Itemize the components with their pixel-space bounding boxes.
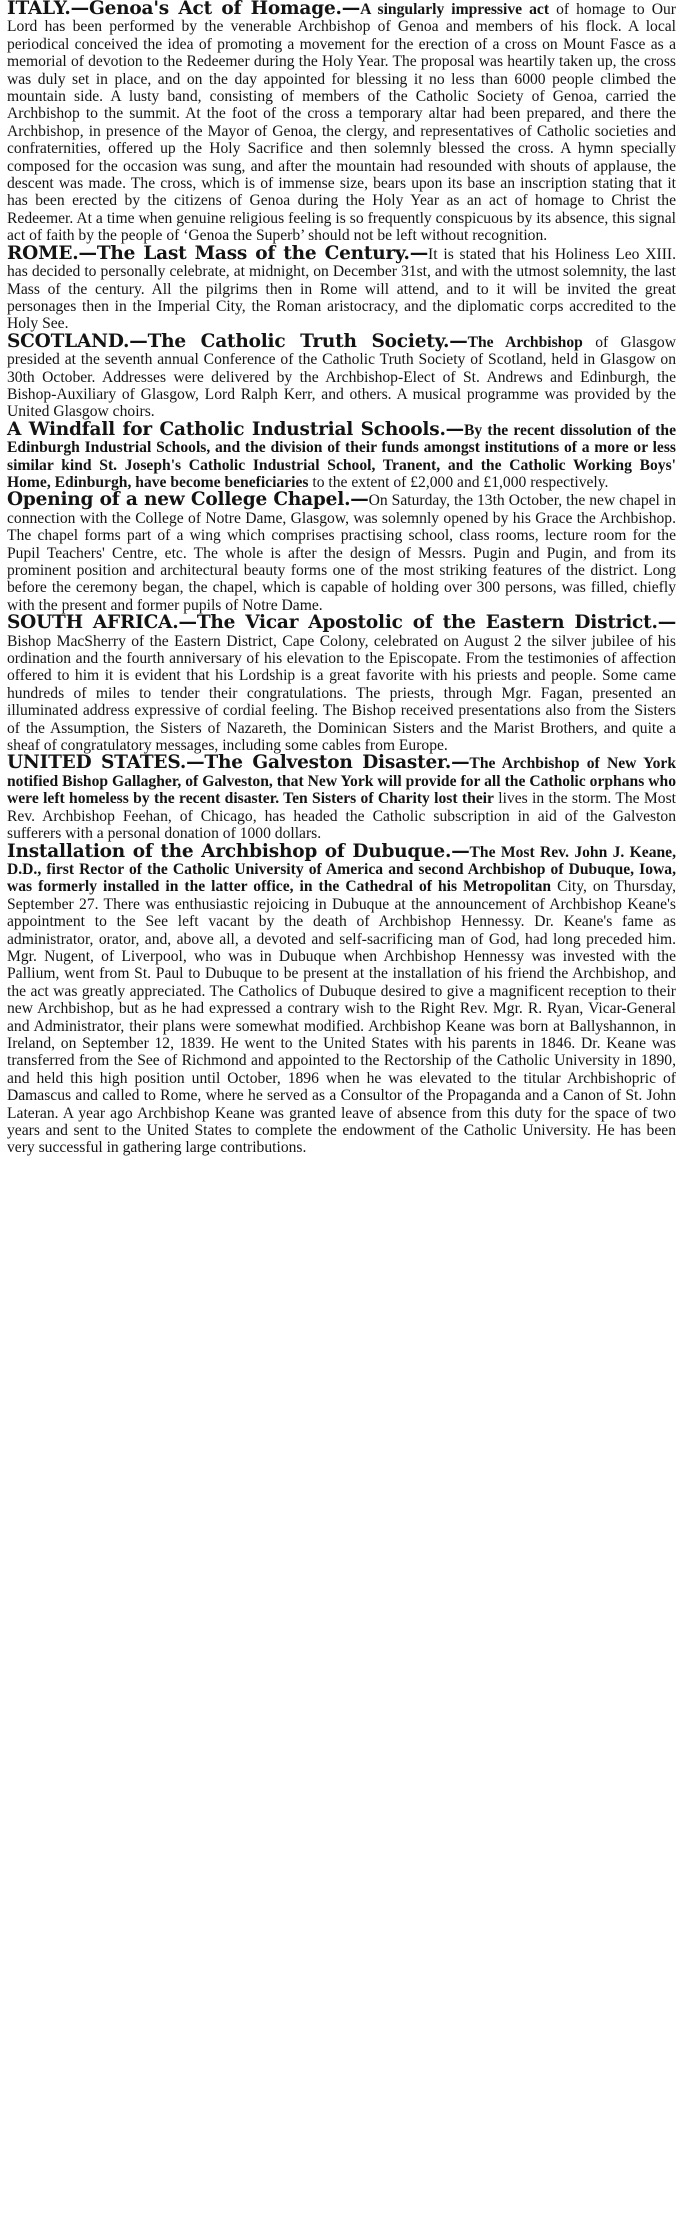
article-dubuque: Installation of the Archbishop of Dubuque.—The Most Rev. John J. Keane, D.D., first Rector of the Catholic University of America and second Archbishop of Dubuque, Iowa, was formerly installed in the latter office, in the Cathedral of his Metropolitan City, on Thursday, September 27. There was enthusiastic rejoicing in Dubuque at the announcement of Archbishop Keane's appointment to the See left vacant by the death of Archbishop Hennessy. Dr. Keane's fame as administrator, orator, and, above all, a devoted and self-sacrificing man of God, had long preceded him. Mgr. Nugent, of Liverpool, who was in Dubuque when Archbishop Hennessy was invested with the Pallium, went from St. Paul to Dubuque to be present at the installation of his friend the Archbishop, and the act was greatly appreciated. The Catholics of Dubuque desired to give a magnificent reception to their new Archbishop, but as he had expressed a contrary wish to the Right Rev. Mgr. R. Ryan, Vicar-General and Administrator, their plans were somewhat modified. Archbishop Keane was born at Ballyshannon, in Ireland, on September 12, 1839. He went to the United States with his parents in 1846. Dr. Keane was transferred from the See of Richmond and appointed to the Rectorship of the Catholic University in 1890, and held this high position until October, 1896 when he was elevated to the titular Archbishopric of Damascus and called to Rome, where he served as a Consultor of the Propaganda and a Canon of St. John Lateran. A year ago Archbishop Keane was granted leave of absence from this duty for the space of two years and sent to the United States to complete the endowment of the Catholic University. He has been very successful in gathering large contributions. bbox=[7, 840, 676, 1157]
article-subhead: Genoa's Act of Homage bbox=[88, 0, 336, 19]
article-lead: The Most Rev. John J. Keane, D.D., first Rector of the Catholic University of America and second Archbishop of Dubuque, Iowa, was formerly installed in the latter office, in the Cathedral of his Metropolitan bbox=[7, 843, 676, 896]
article-scotland: SCOTLAND.—The Catholic Truth Society.—The Archbishop of Glasgow presided at the seventh annual Conference of the Catholic Truth Society of Scotland, held in Glasgow on 30th October. Addresses were delivered by the Archbishop-Elect of St. Andrews and Edinburgh, the Bishop-Auxiliary of Glasgow, Lord Ralph Kerr, and others. A musical programme was provided by the United Glasgow choirs. bbox=[7, 330, 676, 421]
article-united-states: UNITED STATES.—The Galveston Disaster.—The Archbishop of New York notified Bishop Gallagher, of Galveston, that New York will provide for all the Catholic orphans who were left homeless by the recent disaster. Ten Sisters of Charity lost their lives in the storm. The Most Rev. Archbishop Feehan, of Chicago, has headed the Catholic subscription in aid of the Galveston sufferers with a personal donation of 1000 dollars. bbox=[7, 752, 677, 843]
article-subhead: Installation of the Archbishop of Dubuque bbox=[7, 840, 445, 862]
article-college-chapel: Opening of a new College Chapel.—On Saturday, the 13th October, the new chapel in connection with the College of Notre Dame, Glasgow, was solemnly opened by his Grace the Archbishop. The chapel forms part of a wing which comprises practising school, class rooms, lecture room for the Pupil Teachers' Centre, etc. The whole is after the design of Messrs. Pugin and Pugin, and from its prominent position and architectural beauty forms one of the most striking features of the district. Long before the ceremony began, the chapel, which is capable of holding over 300 persons, was filled, chiefly with the present and former pupils of Notre Dame. bbox=[7, 489, 676, 614]
article-subhead: A Windfall for Catholic Industrial Schools bbox=[7, 418, 440, 440]
article-south-africa: SOUTH AFRICA.—The Vicar Apostolic of the Eastern District.—Bishop MacSherry of the Eastern District, Cape Colony, celebrated on August 2 the silver jubilee of his ordination and the fourth anniversary of his elevation to the Episcopate. From the testimonies of affection offered to him it is evident that his Lordship is a great favorite with his priests and people. Some came hundreds of miles to tender their congratulations. The priests, through Mgr. Fagan, presented an illuminated address expressive of cordial feeling. The Bishop received presentations also from the Sisters of the Assumption, the Sisters of Nazareth, the Dominican Sisters and the Marist Brothers, and quite a sheaf of congratulatory messages, including some cables from Europe. bbox=[7, 612, 676, 755]
article-subhead: The Vicar Apostolic of the Eastern District bbox=[196, 612, 652, 634]
article-body: It is stated that his Holiness Leo XIII. has decided to personally celebrate, at midnight, on December 31st, and with the utmost solemnity, the last Mass of the century. All the pilgrims then in Rome will attend, and to it will be invited the great personages then in the Imperial City, the Roman aristocracy, and the diplomatic corps accredited to the Holy See. bbox=[7, 245, 676, 333]
article-italy: ITALY.—Genoa's Act of Homage.—A singularly impressive act of homage to Our Lord has been performed by the venerable Archbishop of Genoa and members of his flock. A local periodical conceived the idea of promoting a movement for the erection of a cross on Mount Fasce as a memorial of devotion to the Redeemer during the Holy Year. The proposal was heartily taken up, the cross was duly set in place, and on the day appointed for blessing it no less than 6000 people climbed the mountain side. A lusty band, consisting of members of the Catholic Society of Genoa, carried the Archbishop to the summit. At the foot of the cross a temporary altar had been prepared, and there the Archbishop, in presence of the Mayor of Genoa, the clergy, and representatives of Catholic societies and confraternities, offered up the Holy Sacrifice and then solemnly blessed the cross. A hymn specially composed for the occasion was sung, and after the mountain had resounded with shouts of applause, the descent was made. The cross, which is of immense size, bears upon its base an inscription stating that it has been erected by the citizens of Genoa during the Holy Year as an act of homage to Christ the Redeemer. At a time when genuine religious feeling is so frequently conspicuous by its absence, this signal act of faith by the people of ‘Genoa the Superb’ should not be left without recognition. bbox=[7, 0, 676, 245]
article-headline: SOUTH AFRICA. bbox=[7, 612, 179, 634]
article-lead: A singularly impressive act bbox=[360, 1, 550, 18]
article-rome: ROME.—The Last Mass of the Century.—It is stated that his Holiness Leo XIII. has decided to personally celebrate, at midnight, on December 31st, and with the utmost solemnity, the last Mass of the century. All the pilgrims then in Rome will attend, and to it will be invited the great personages then in the Imperial City, the Roman aristocracy, and the diplomatic corps accredited to the Holy See. bbox=[7, 242, 676, 333]
article-subhead: The Galveston Disaster bbox=[204, 752, 445, 774]
article-lead: The Archbishop bbox=[467, 333, 583, 351]
article-headline: ROME. bbox=[7, 242, 79, 264]
article-body: lives in the storm. The Most Rev. Archbishop Feehan, of Chicago, has headed the Catholic subscription in aid of the Galveston sufferers with a personal donation of 1000 dollars. bbox=[7, 790, 676, 843]
article-body: of homage to Our Lord has been performed by the venerable Archbishop of Genoa and members of his flock. A local periodical conceived the idea of promoting a movement for the erection of a cross on Mount Fasce as a memorial of devotion to the Redeemer during the Holy Year. The proposal was heartily taken up, the cross was duly set in place, and on the day appointed for blessing it no less than 6000 people climbed the mountain side. A lusty band, consisting of members of the Catholic Society of Genoa, carried the Archbishop to the summit. At the foot of the cross a temporary altar had been prepared, and there the Archbishop, in presence of the Mayor of Genoa, the clergy, and representatives of Catholic societies and confraternities, offered up the Holy Sacrifice and then solemnly blessed the cross. A hymn specially composed for the occasion was sung, and after the mountain had resounded with shouts of applause, the descent was made. The cross, which is of immense size, bears upon its base an inscription stating that it has been erected by the citizens of Genoa during the Holy Year as an act of homage to Christ the Redeemer. At a time when genuine religious feeling is so frequently conspicuous by its absence, this signal act of faith by the people of ‘Genoa the Superb’ should not be left without recognition. bbox=[7, 1, 676, 245]
article-headline: SCOTLAND. bbox=[7, 330, 130, 352]
article-lead: By the recent dissolution of the Edinburgh Industrial Schools, and the division of their funds amongst institutions of a more or less similar kind St. Joseph's Catholic Industrial School, Tranent, and the Catholic Working Boys' Home, Edinburgh, have become beneficiaries bbox=[7, 421, 676, 491]
article-subhead: The Last Mass of the Century bbox=[96, 242, 404, 264]
article-subhead: The Catholic Truth Society bbox=[147, 330, 444, 352]
article-body: to the extent of £2,000 and £1,000 respectively. bbox=[312, 473, 609, 491]
article-body: of Glasgow presided at the seventh annual Conference of the Catholic Truth Society of Scotland, held in Glasgow on 30th October. Addresses were delivered by the Archbishop-Elect of St. Andrews and Edinburgh, the Bishop-Auxiliary of Glasgow, Lord Ralph Kerr, and others. A musical programme was provided by the United Glasgow choirs. bbox=[7, 333, 676, 421]
article-body: City, on Thursday, September 27. There was enthusiastic rejoicing in Dubuque at the announcement of Archbishop Keane's appointment to the See left vacant by the death of Archbishop Hennessy. Dr. Keane's fame as administrator, orator, and, above all, a devoted and self-sacrificing man of God, had long preceded him. Mgr. Nugent, of Liverpool, who was in Dubuque when Archbishop Hennessy was invested with the Pallium, went from St. Paul to Dubuque to be present at the installation of his friend the Archbishop, and the act was greatly appreciated. The Catholics of Dubuque desired to give a magnificent reception to their new Archbishop, but as he had expressed a contrary wish to the Right Rev. Mgr. R. Ryan, Vicar-General and Administrator, their plans were somewhat modified. Archbishop Keane was born at Ballyshannon, in Ireland, on September 12, 1839. He went to the United States with his parents in 1846. Dr. Keane was transferred from the See of Richmond and appointed to the Rectorship of the Catholic University in 1890, and held this high position until October, 1896 when he was elevated to the titular Archbishopric of Damascus and called to Rome, where he served as a Consultor of the Propaganda and a Canon of St. John Lateran. A year ago Archbishop Keane was granted leave of absence from this duty for the space of two years and sent to the United States to complete the endowment of the Catholic University. He has been very successful in gathering large contributions. bbox=[7, 878, 676, 1157]
article-windfall: A Windfall for Catholic Industrial Schools.—By the recent dissolution of the Edinburgh Industrial Schools, and the division of their funds amongst institutions of a more or less similar kind St. Joseph's Catholic Industrial School, Tranent, and the Catholic Working Boys' Home, Edinburgh, have become beneficiaries to the extent of £2,000 and £1,000 respectively. bbox=[7, 418, 676, 491]
article-lead: The Archbishop of New York notified Bishop Gallagher, of Galveston, that New York will provide for all the Catholic orphans who were left homeless by the recent disaster. Ten Sisters of Charity lost their bbox=[7, 755, 677, 808]
article-body: On Saturday, the 13th October, the new chapel in connection with the College of Notre Dame, Glasgow, was solemnly opened by his Grace the Archbishop. The chapel forms part of a wing which comprises practising school, class rooms, lecture room for the Pupil Teachers' Centre, etc. The whole is after the design of Messrs. Pugin and Pugin, and from its prominent position and architectural beauty forms one of the most striking features of the district. Long before the ceremony began, the chapel, which is capable of holding over 300 persons, was filled, chiefly with the present and former pupils of Notre Dame. bbox=[7, 492, 676, 614]
article-body: Bishop MacSherry of the Eastern District, Cape Colony, celebrated on August 2 the silver jubilee of his ordination and the fourth anniversary of his elevation to the Episcopate. From the testimonies of affection offered to him it is evident that his Lordship is a great favorite with his priests and people. Some came hundreds of miles to tender their congratulations. The priests, through Mgr. Fagan, presented an illuminated address expressive of cordial feeling. The Bishop received presentations also from the Sisters of the Assumption, the Sisters of Nazareth, the Dominican Sisters and the Marist Brothers, and quite a sheaf of congratulatory messages, including some cables from Europe. bbox=[7, 632, 676, 755]
article-headline: UNITED STATES. bbox=[7, 752, 187, 774]
article-subhead: Opening of a new College Chapel bbox=[7, 489, 345, 511]
article-headline: ITALY. bbox=[7, 0, 71, 19]
